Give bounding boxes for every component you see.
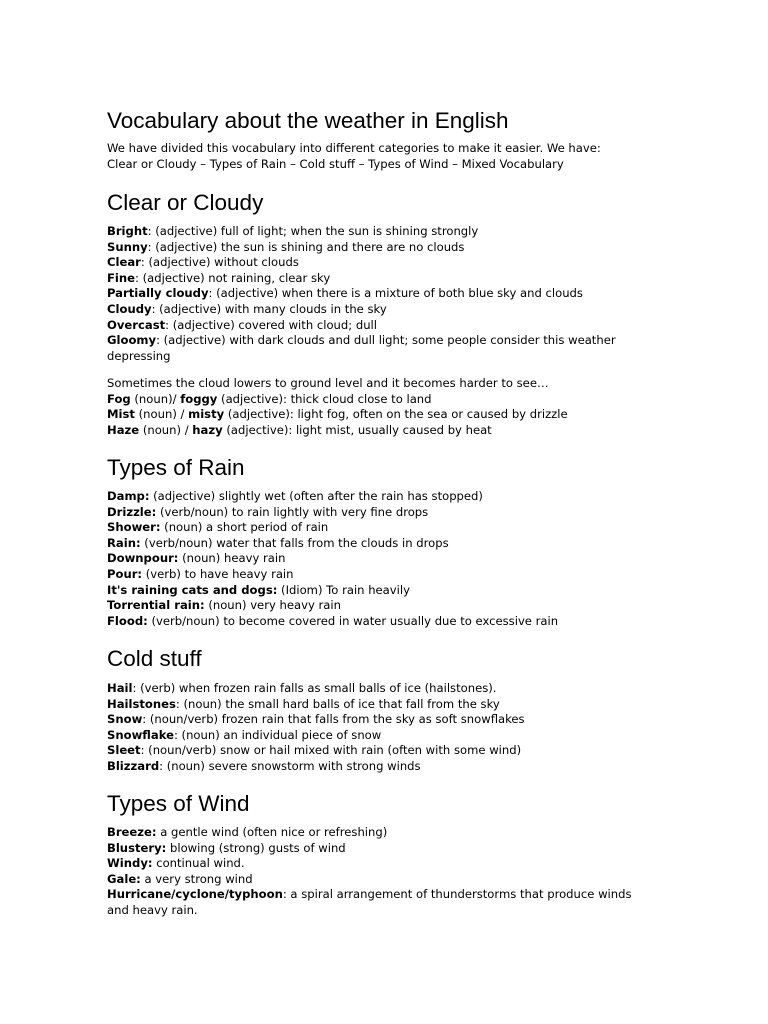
vocab-term: Blizzard (107, 758, 160, 773)
vocab-definition: : (adjective) not raining, clear sky (135, 270, 331, 285)
vocab-entry (107, 583, 558, 599)
fog-intro-note: Sometimes the cloud lowers to ground level and it becomes harder to see… (107, 376, 549, 390)
vocab-entry (107, 872, 652, 888)
vocab-entry (107, 728, 525, 744)
fog-vocabulary-block (107, 376, 568, 438)
vocab-definition: a very strong wind (140, 871, 253, 886)
vocab-entry (107, 551, 558, 567)
vocab-definition: : (adjective) covered with cloud; dull (165, 317, 377, 332)
vocab-word-class: (noun) / (134, 407, 189, 422)
intro-paragraph (107, 141, 601, 172)
vocab-definition: : (verb) when frozen rain falls as small balls of ice (hailstones). (132, 681, 497, 695)
vocab-term: Pour: (107, 566, 143, 581)
section-heading-cold-stuff: Cold stuff (107, 646, 202, 671)
vocab-definition: : (adjective) with dark clouds and dull light; some people consider this weather depressing (107, 333, 616, 363)
vocab-term: Mist (107, 407, 135, 422)
vocab-term: Hurricane/cyclone/typhoon (107, 887, 283, 902)
vocab-word-class: (noun)/ (130, 391, 181, 406)
vocab-term: Sleet (107, 743, 141, 758)
vocab-term: Bright (107, 224, 148, 238)
vocab-definition: : (noun/verb) frozen rain that falls from the sky as soft snowflakes (142, 712, 525, 727)
vocab-term: Haze (107, 422, 140, 437)
vocab-term: Partially cloudy (107, 286, 209, 301)
vocab-definition: (adjective): light fog, often on the sea or caused by drizzle (224, 407, 568, 422)
vocab-definition: (adjective): light mist, usually caused by heat (222, 422, 492, 437)
vocab-definition: blowing (strong) gusts of wind (166, 840, 346, 855)
vocab-term: Downpour: (107, 551, 179, 566)
vocab-definition: (verb) to have heavy rain (142, 566, 294, 581)
vocab-definition: : (noun/verb) snow or hail mixed with rain (often with some wind) (140, 743, 522, 758)
vocab-entry (107, 489, 558, 505)
intro-line-2: Clear or Cloudy – Types of Rain – Cold stuff – Types of Wind – Mixed Vocabulary (107, 156, 564, 171)
vocab-term: Windy: (107, 856, 153, 871)
vocab-term: Snowflake (107, 727, 174, 742)
vocab-definition: : (adjective) without clouds (140, 255, 299, 270)
vocab-entry (107, 887, 652, 918)
vocab-definition: (noun) very heavy rain (204, 598, 341, 613)
vocab-entry (107, 240, 652, 256)
vocab-entry (107, 825, 652, 841)
vocab-definition: (verb/noun) water that falls from the clouds in drops (140, 535, 449, 550)
vocab-term: Torrential rain: (107, 598, 205, 613)
vocab-term: Drizzle: (107, 504, 157, 519)
vocab-definition: : (adjective) full of light; when the sun is shining strongly (147, 224, 479, 238)
vocab-term: It's raining cats and dogs: (107, 582, 278, 597)
vocab-word-class: (noun) / (139, 422, 193, 437)
vocab-entry (107, 567, 558, 583)
types-of-wind-list (107, 825, 652, 919)
vocab-term: Blustery: (107, 840, 167, 855)
clear-or-cloudy-list (107, 224, 652, 364)
vocab-term: Fine (107, 270, 136, 285)
vocab-entry (107, 333, 652, 364)
cold-stuff-list (107, 681, 525, 775)
vocab-entry (107, 271, 652, 287)
vocab-definition: (noun) a short period of rain (160, 520, 329, 535)
vocab-entry (107, 614, 558, 630)
vocab-term: Damp: (107, 489, 150, 503)
intro-line-1: We have divided this vocabulary into different categories to make it easier. We have: (107, 141, 601, 155)
vocab-entry (107, 856, 652, 872)
vocab-definition: : (adjective) with many clouds in the sky (151, 301, 387, 316)
types-of-rain-list (107, 489, 558, 629)
vocab-term: Sunny (107, 239, 148, 254)
vocab-term: Rain: (107, 535, 141, 550)
section-heading-clear-or-cloudy: Clear or Cloudy (107, 190, 264, 215)
vocab-definition: (noun) heavy rain (178, 551, 286, 566)
vocab-definition: : (adjective) when there is a mixture of both blue sky and clouds (208, 286, 583, 301)
vocab-term: Snow (107, 712, 143, 727)
vocab-definition: (adjective) slightly wet (often after the rain has stopped) (149, 489, 483, 503)
vocab-entry (107, 598, 558, 614)
vocab-entry (107, 681, 525, 697)
vocab-entry (107, 536, 558, 552)
vocab-entry (107, 255, 652, 271)
vocab-term: Breeze: (107, 825, 157, 839)
vocab-term: Cloudy (107, 301, 152, 316)
vocab-term: Gloomy (107, 333, 157, 348)
vocab-entry (107, 302, 652, 318)
vocab-term: hazy (192, 422, 223, 437)
vocab-entry (107, 224, 652, 240)
vocab-definition: : (adjective) the sun is shining and there are no clouds (147, 239, 465, 254)
vocab-entry (107, 407, 568, 423)
vocab-entry (107, 286, 652, 302)
vocab-entry (107, 697, 525, 713)
vocab-definition: : (noun) the small hard balls of ice that fall from the sky (175, 696, 500, 711)
vocab-definition: : (noun) severe snowstorm with strong winds (159, 758, 421, 773)
vocab-term: Gale: (107, 871, 141, 886)
vocab-term: Hailstones (107, 696, 176, 711)
vocab-definition: : a spiral arrangement of thunderstorms that produce winds and heavy rain. (107, 887, 632, 917)
vocab-term: Clear (107, 255, 141, 270)
vocab-entry (107, 505, 558, 521)
section-heading-types-of-wind: Types of Wind (107, 791, 250, 816)
vocab-term: Hail (107, 681, 133, 695)
vocab-entry (107, 520, 558, 536)
vocab-entry (107, 712, 525, 728)
vocab-entry (107, 318, 652, 334)
vocab-term: foggy (180, 391, 218, 406)
vocab-definition: (adjective): thick cloud close to land (217, 391, 432, 406)
vocab-entry (107, 423, 568, 439)
vocab-entry (107, 759, 525, 775)
vocab-entry (107, 841, 652, 857)
vocab-term: Flood: (107, 613, 148, 628)
vocab-entry (107, 743, 525, 759)
vocab-definition: (verb/noun) to rain lightly with very fine drops (156, 504, 429, 519)
vocab-term: Shower: (107, 520, 161, 535)
section-heading-types-of-rain: Types of Rain (107, 455, 245, 480)
vocab-definition: a gentle wind (often nice or refreshing) (156, 825, 388, 839)
vocab-entry (107, 392, 568, 408)
vocab-definition: : (noun) an individual piece of snow (173, 727, 382, 742)
vocab-definition: (Idiom) To rain heavily (277, 582, 410, 597)
page-title: Vocabulary about the weather in English (107, 108, 509, 133)
vocab-term: misty (188, 407, 225, 422)
vocab-definition: continual wind. (152, 856, 245, 871)
vocab-term: Fog (107, 391, 131, 406)
vocab-definition: (verb/noun) to become covered in water usually due to excessive rain (147, 613, 559, 628)
vocab-term: Overcast (107, 317, 166, 332)
